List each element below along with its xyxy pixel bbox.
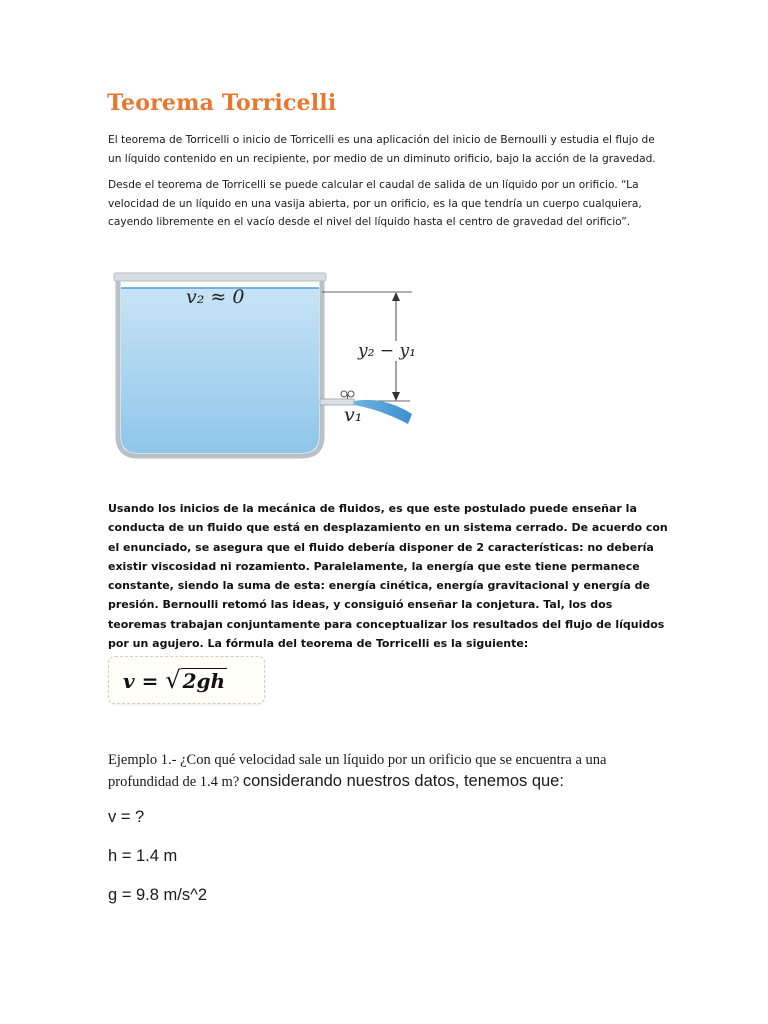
fluid-mechanics-paragraph: Usando los inicios de la mecánica de fluidos, es que este postulado puede enseñar la conducta de un fluido que está en desplazamiento en un sistema cerrado. De acuerdo con el enunciado, se asegura que el fluido debería disponer de 2 características: no debería existir viscosidad ni rozamiento. Paralelamente, la energía que este tiene permanece constante, siendo la suma de esta: energía cinética, energía gravitacional y energía de presión. Bernoulli retomó las ideas, y consiguió enseñar la conjetura. Tal, los dos teoremas trabajan conjuntamente para conceptualizar los resultados del flujo de líquidos por un agujero. La fórmula del teorema de Torricelli es la siguiente:: [108, 502, 668, 651]
page-title: Teorema Torricelli: [107, 90, 337, 116]
water-jet: [354, 400, 412, 424]
height-arrow-head-bottom: [392, 392, 400, 401]
torricelli-formula: [123, 666, 227, 694]
label-v2: v₂ ≈ 0: [186, 286, 245, 308]
tank-svg: [112, 268, 432, 468]
gravity-value: g = 9.8 m/s^2: [108, 886, 207, 904]
formula-box: [108, 656, 265, 704]
valve-handle-icon: [341, 391, 347, 397]
label-height: y₂ − y₁: [358, 341, 416, 361]
intro-paragraph: El teorema de Torricelli o inicio de Torricelli es una aplicación del inicio de Bernoulli y estudia el flujo de un líquido contenido en un recipiente, por medio de un diminuto orificio, bajo la acción de la gravedad.: [108, 134, 656, 165]
label-v1: v₁: [344, 404, 363, 426]
water-body: [121, 288, 319, 453]
radical-sign: √: [165, 666, 181, 694]
example-question-text: Ejemplo 1.- ¿Con qué velocidad sale un líquido por un orificio que se encuentra a una profundidad de 1.4 m?: [108, 752, 607, 790]
definition-paragraph: Desde el teorema de Torricelli se puede calcular el caudal de salida de un líquido por un orificio. “La velocidad de un líquido en una vasija abierta, por un orificio, es la que tendría un cuerpo cualquiera, cayendo libremente en el vacío desde el nivel del líquido hasta el centro de gravedad del orificio”.: [108, 179, 642, 228]
formula-lhs: v =: [123, 669, 166, 693]
formula-radicand: 2gh: [182, 669, 226, 693]
torricelli-tank-diagram: [112, 268, 432, 468]
height-arrow-head-top: [392, 292, 400, 301]
example-question: [108, 750, 668, 793]
example-continuation: considerando nuestros datos, tenemos que:: [242, 772, 564, 790]
tank-rim: [114, 273, 326, 281]
velocity-unknown: v = ?: [108, 808, 145, 826]
height-value: h = 1.4 m: [108, 847, 178, 865]
